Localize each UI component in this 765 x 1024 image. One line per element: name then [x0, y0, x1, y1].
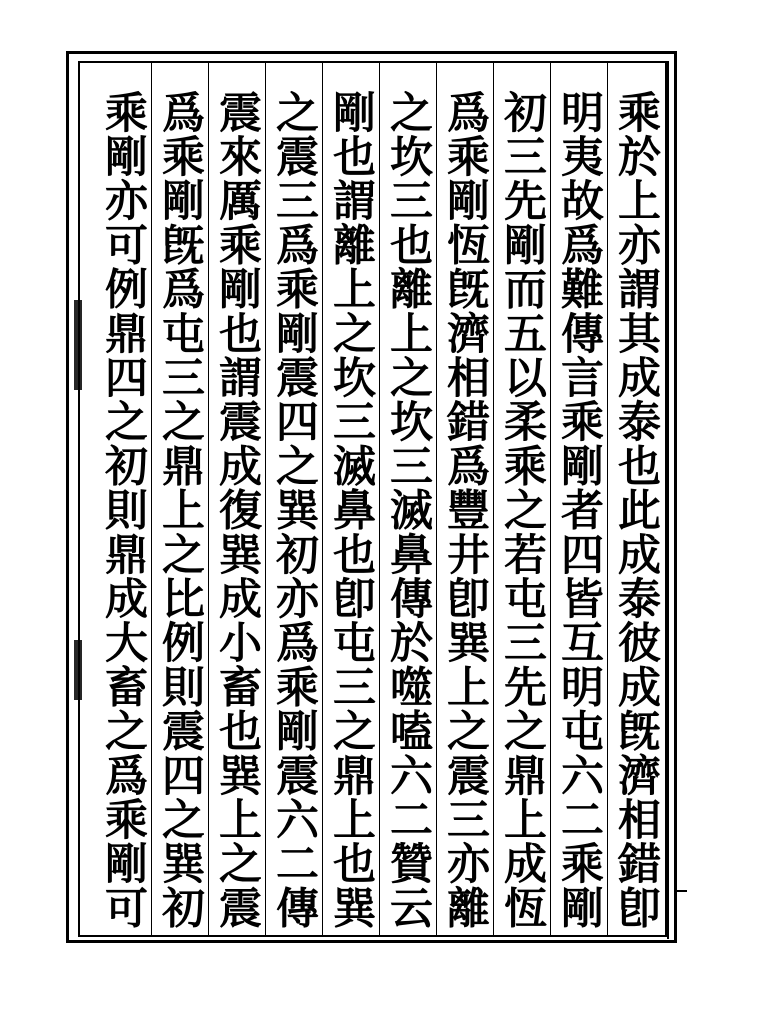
text-column: 之坎三也離上之坎三滅鼻傳於噬嗑六二贊云	[383, 90, 433, 930]
text-column: 爲乘剛旣爲屯三之鼎上之比例則震四之巽初	[155, 90, 205, 930]
text-column: 之震三爲乘剛震四之巽初亦爲乘剛震六二傳	[269, 90, 319, 930]
text-column: 乘剛亦可例鼎四之初則鼎成大畜之爲乘剛可	[98, 90, 148, 930]
text-column: 剛也謂離上之坎三滅鼻也卽屯三之鼎上也巽	[326, 90, 376, 930]
text-column: 初三先剛而五以柔乘之若屯三先之鼎上成恆	[497, 90, 547, 930]
text-column: 乘於上亦謂其成泰也此成泰彼成旣濟相錯卽	[611, 90, 661, 930]
fold-mark	[74, 300, 82, 390]
column-rule	[493, 61, 494, 937]
column-rule	[607, 61, 608, 937]
column-rule	[208, 61, 209, 937]
fold-mark	[677, 890, 687, 922]
text-column: 爲乘剛恆旣濟相錯爲豐井卽巽上之震三亦離	[440, 90, 490, 930]
column-rule	[436, 61, 437, 937]
fold-mark	[74, 640, 82, 700]
column-rule	[322, 61, 323, 937]
text-column: 明夷故爲難傳言乘剛者四皆互明屯六二乘剛	[554, 90, 604, 930]
center-fold-strip	[667, 61, 677, 939]
column-rule	[151, 61, 152, 937]
text-column: 震來厲乘剛也謂震成復巽成小畜也巽上之震	[212, 90, 262, 930]
column-rule	[265, 61, 266, 937]
column-rule	[379, 61, 380, 937]
column-rule	[550, 61, 551, 937]
